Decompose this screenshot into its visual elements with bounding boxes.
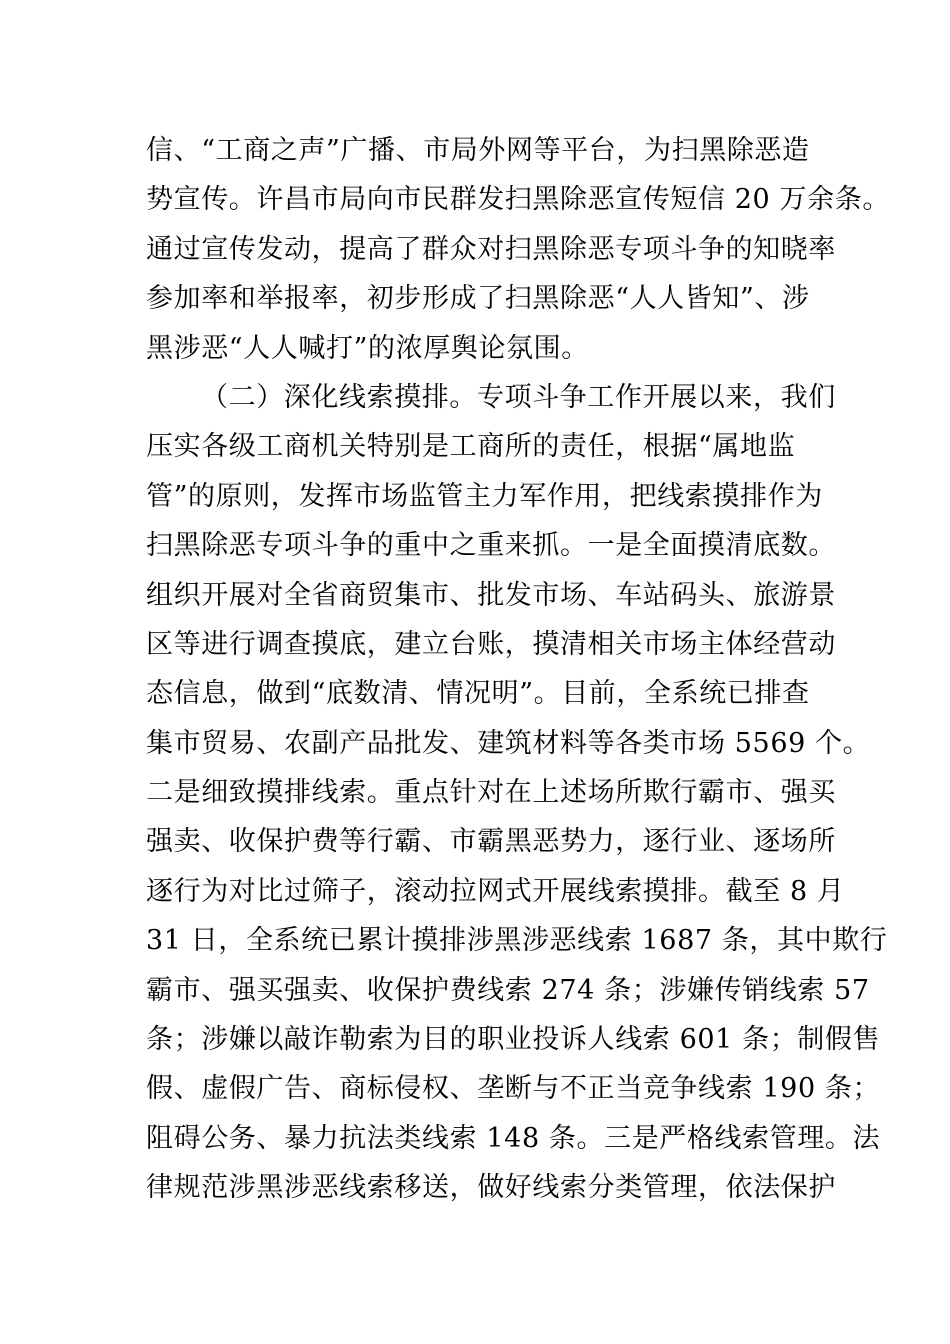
document-body — [146, 126, 890, 1213]
text-line: 态信息，做到“底数清、情况明”。目前，全系统已排查 — [146, 678, 810, 710]
text-line: 扫黑除恶专项斗争的重中之重来抓。一是全面摸清底数。 — [146, 530, 836, 562]
text-line: 霸市、强买强卖、收保护费线索 274 条；涉嫌传销线索 57 — [146, 974, 870, 1006]
text-line: 组织开展对全省商贸集市、批发市场、车站码头、旅游景 — [146, 579, 836, 611]
text-line: 逐行为对比过筛子，滚动拉网式开展线索摸排。截至 8 月 — [146, 875, 845, 907]
text-line: 黑涉恶“人人喊打”的浓厚舆论氛围。 — [146, 332, 589, 364]
text-line: 信、“工商之声”广播、市局外网等平台，为扫黑除恶造 — [146, 135, 810, 166]
text-line: 势宣传。许昌市局向市民群发扫黑除恶宣传短信 20 万余条。 — [146, 184, 890, 216]
text-line: 31 日，全系统已累计摸排涉黑涉恶线索 1687 条，其中欺行 — [146, 925, 888, 957]
text-line: 阻碍公务、暴力抗法类线索 148 条。三是严格线索管理。法 — [146, 1122, 881, 1154]
text-line: 集市贸易、农副产品批发、建筑材料等各类市场 5569 个。 — [146, 727, 871, 759]
text-line: 二是细致摸排线索。重点针对在上述场所欺行霸市、强买 — [146, 777, 836, 809]
text-line: 参加率和举报率，初步形成了扫黑除恶“人人皆知”、涉 — [146, 283, 810, 315]
text-line: 条；涉嫌以敲诈勒索为目的职业投诉人线索 601 条；制假售 — [146, 1024, 881, 1056]
text-line: 强卖、收保护费等行霸、市霸黑恶势力，逐行业、逐场所 — [146, 826, 836, 858]
text-line: 压实各级工商机关特别是工商所的责任，根据“属地监 — [146, 431, 796, 463]
paragraph-start-line: （二）深化线索摸排。专项斗争工作开展以来，我们 — [201, 381, 836, 413]
text-line: 区等进行调查摸底，建立台账，摸清相关市场主体经营动 — [146, 628, 836, 660]
text-line: 管”的原则，发挥市场监管主力军作用，把线索摸排作为 — [146, 480, 823, 512]
text-line: 律规范涉黑涉恶线索移送，做好线索分类管理，依法保护 — [146, 1172, 836, 1204]
text-line: 假、虚假广告、商标侵权、垄断与不正当竞争线索 190 条； — [146, 1073, 881, 1105]
text-line: 通过宣传发动，提高了群众对扫黑除恶专项斗争的知晓率 — [146, 233, 836, 265]
